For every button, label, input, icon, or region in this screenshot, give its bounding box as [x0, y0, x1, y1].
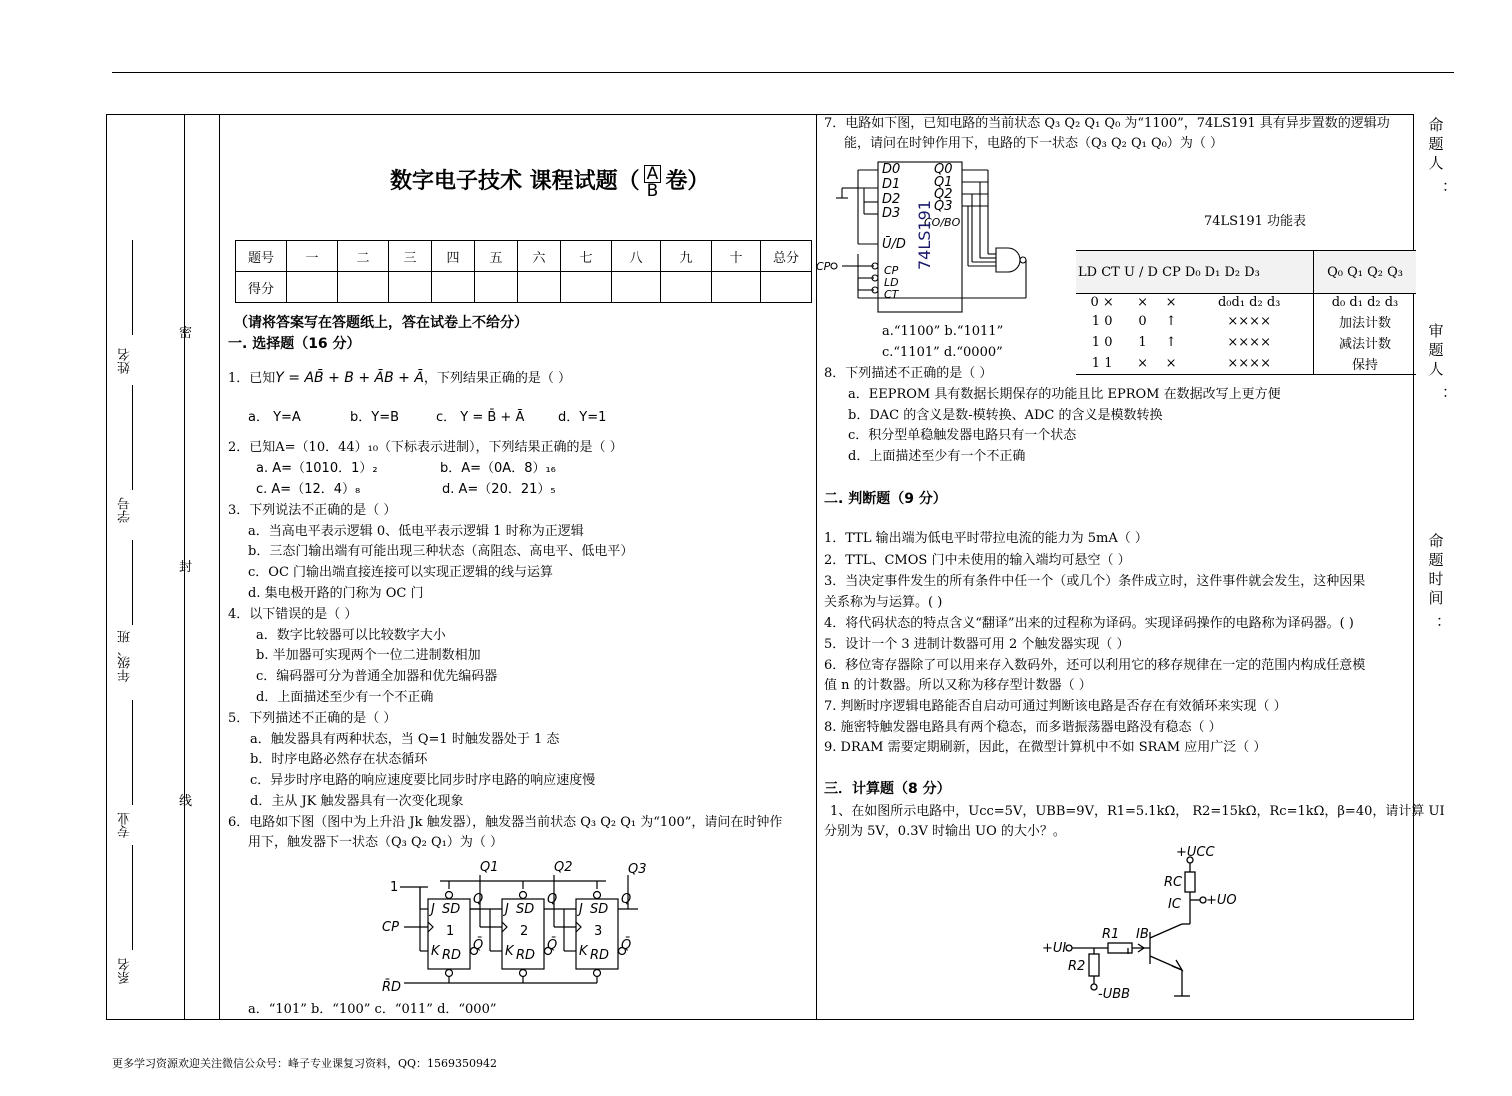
- judge-2: 2．TTL、CMOS 门中未使用的输入端均可悬空（ ）: [824, 553, 1131, 568]
- ff1-j: J: [431, 902, 435, 917]
- field-class: 年级、班: [118, 630, 133, 682]
- q5-option-a[interactable]: a．触发器具有两种状态，当 Q=1 时触发器处于 1 态: [250, 732, 560, 747]
- circuit-uo: +UO: [1206, 893, 1237, 908]
- chip-cp-input: CP: [816, 260, 831, 273]
- q8-option-b[interactable]: b．DAC 的含义是数-模转换、ADC 的含义是模数转换: [848, 408, 1163, 423]
- ff2-k: K: [505, 944, 514, 959]
- xian-char: 线: [179, 794, 193, 809]
- field-line: [132, 700, 133, 805]
- q8-option-d[interactable]: d．上面描述至少有一个不正确: [848, 449, 1026, 464]
- chip-ud: Ū/D: [882, 237, 906, 252]
- judge-9: 9. DRAM 需要定期刷新，因此，在微型计算机中不如 SRAM 应用广泛（ ）: [824, 740, 1267, 755]
- exam-title: 数字电子技术 课程试题（ $\frac{A}{B}$ 卷）: [390, 164, 710, 201]
- q1: 1．已知Y = AB̄ + B + ĀB + Ā，下列结果正确的是（ ）: [228, 370, 572, 386]
- ff1-k: K: [431, 944, 440, 959]
- q7-line-2: 能，请问在时钟作用下，电路的下一状态（Q₃ Q₂ Q₁ Q₀）为（ ）: [844, 136, 1224, 151]
- circuit-ic: IC: [1168, 897, 1181, 912]
- chip-q0: Q0: [934, 162, 953, 177]
- score-cell[interactable]: [338, 272, 389, 303]
- judge-3: 3．当决定事件发生的所有条件中任一个（或几个）条件成立时，这件事件就会发生，这种因果: [824, 574, 1366, 589]
- ff3-number: 3: [594, 924, 603, 939]
- chip-cp: CP: [884, 264, 899, 277]
- q8-option-a[interactable]: a．EEPROM 具有数据长期保存的功能且比 EPROM 在数据改写上更方便: [848, 387, 1281, 402]
- q2-option-c[interactable]: c. A=（12．4）₈: [256, 482, 361, 497]
- ff1-q: Q: [473, 892, 484, 907]
- section-3-heading: 三．计算题（8 分）: [824, 781, 951, 797]
- circuit-r1: R1: [1102, 927, 1120, 942]
- ff2-rd: RD: [516, 948, 536, 963]
- q8: 8．下列描述不正确的是（ ）: [824, 366, 993, 381]
- score-cell[interactable]: [612, 272, 661, 303]
- score-cell[interactable]: [389, 272, 432, 303]
- function-table-title: 74LS191 功能表: [1204, 214, 1307, 229]
- chip-ld: LD: [884, 276, 899, 289]
- q8-option-c[interactable]: c．积分型单稳触发器电路只有一个状态: [848, 428, 1077, 443]
- function-table-row: 1 0 0 ↑ ×××× 加法计数: [1076, 311, 1416, 332]
- function-table-row: 1 0 1 ↑ ×××× 减法计数: [1076, 332, 1416, 353]
- ff2-j: J: [505, 902, 509, 917]
- judge-6-cont: 值 n 的计数器。所以又称为移存型计数器（ ）: [824, 678, 1092, 693]
- ff1-rd: RD: [442, 948, 462, 963]
- circuit-ib: IB: [1136, 927, 1149, 942]
- judge-6: 6．移位寄存器除了可以用来存入数码外，还可以利用它的移存规律在一定的范围内构成任意模: [824, 658, 1366, 673]
- q3: 3．下列说法不正确的是（ ）: [228, 503, 397, 518]
- chip-q2: Q2: [934, 187, 953, 202]
- ff3-j: J: [579, 902, 583, 917]
- ff1-number: 1: [446, 924, 455, 939]
- q5: 5．下列描述不正确的是（ ）: [228, 711, 397, 726]
- seal-char: 密: [179, 326, 193, 341]
- score-cell[interactable]: [475, 272, 518, 303]
- score-table: [235, 240, 812, 303]
- left-column: [220, 114, 816, 1020]
- field-line: [132, 240, 133, 335]
- right-side-reviewer: 审 题 人 ：: [1428, 322, 1458, 401]
- q2-option-a[interactable]: a. A=（1010．1）₂: [256, 461, 378, 476]
- q5-option-c[interactable]: c．异步时序电路的响应速度要比同步时序电路的响应速度慢: [250, 773, 596, 788]
- ff2-number: 2: [520, 924, 529, 939]
- ff1-sd: SD: [442, 902, 461, 917]
- ff2-q: Q: [547, 892, 558, 907]
- ff3-q: Q: [621, 892, 632, 907]
- chip-d0: D0: [882, 162, 901, 177]
- judge-8: 8. 施密特触发器电路具有两个稳态，而多谐振荡器电路没有稳态（ ）: [824, 720, 1222, 735]
- field-line: [132, 385, 133, 490]
- circuit-ui: +UI: [1042, 941, 1067, 956]
- ff1-qbar: Q̄: [473, 938, 484, 953]
- q4-option-c[interactable]: c．编码器可分为普通全加器和优先编码器: [256, 669, 498, 684]
- score-cell[interactable]: [661, 272, 712, 303]
- q4-option-d[interactable]: d．上面描述至少有一个不正确: [256, 690, 434, 705]
- judge-3-cont: 关系称为与运算。( ): [824, 595, 943, 610]
- score-cell[interactable]: [287, 272, 338, 303]
- score-table-header-row: 题号 一 二 三 四 五 六 七 八 九 十 总分: [236, 241, 812, 272]
- q1-option-c[interactable]: c． Y = B̄ + Ā: [436, 410, 525, 425]
- q7-line-1: 7．电路如下图，已知电路的当前状态 Q₃ Q₂ Q₁ Q₀ 为“1100”，74LS191 具有异步置数的逻辑功: [824, 116, 1390, 131]
- score-cell[interactable]: [712, 272, 761, 303]
- ff-rd-label: R̄D: [382, 980, 402, 995]
- chip-d3: D3: [882, 206, 901, 221]
- feng-char: 封: [179, 560, 193, 575]
- score-cell[interactable]: [761, 272, 812, 303]
- chip-name: 74LS191: [915, 200, 934, 270]
- section-2-heading: 二. 判断题（9 分）: [824, 491, 947, 507]
- chip-ct: CT: [884, 288, 899, 301]
- function-table-row: 1 1 × × ×××× 保持: [1076, 353, 1416, 375]
- chip-q1: Q1: [934, 175, 953, 190]
- transistor-circuit: [1042, 845, 1237, 1006]
- ff3-k: K: [579, 944, 588, 959]
- q2-option-b[interactable]: b．A=（0A．8）₁₆: [440, 461, 556, 476]
- ff3-qbar: Q̄: [621, 938, 632, 953]
- function-table-row: 0 × × × d₀d₁ d₂ d₃ d₀ d₁ d₂ d₃: [1076, 294, 1416, 312]
- q2: 2．已知A=（10．44）₁₀（下标表示进制），下列结果正确的是（ ）: [228, 440, 623, 455]
- ff2-qbar: Q̄: [547, 938, 558, 953]
- circuit-r2: R2: [1068, 959, 1086, 974]
- right-side-proposer: 命 题 人 ：: [1428, 116, 1458, 195]
- q4-option-b[interactable]: b. 半加器可实现两个一位二进制数相加: [256, 648, 481, 663]
- q7-options-cd[interactable]: c.“1101” d.“0000”: [882, 345, 1003, 360]
- circuit-ubb: -UBB: [1098, 987, 1131, 1002]
- q3-option-c[interactable]: c．OC 门输出端直接连接可以实现正逻辑的线与运算: [248, 565, 554, 580]
- q3-option-a[interactable]: a．当高电平表示逻辑 0、低电平表示逻辑 1 时称为正逻辑: [248, 524, 584, 539]
- chip-d2: D2: [882, 192, 901, 207]
- ff-cp-label: CP: [382, 920, 399, 935]
- ff-input-one: 1: [390, 880, 399, 895]
- score-cell[interactable]: [561, 272, 612, 303]
- q5-option-d[interactable]: d．主从 JK 触发器具有一次变化现象: [250, 794, 464, 809]
- q4: 4．以下错误的是（ ）: [228, 607, 358, 622]
- ff2-sd: SD: [516, 902, 535, 917]
- q2-option-d[interactable]: d. A=（20．21）₅: [442, 482, 556, 497]
- circuit-rc: RC: [1164, 875, 1183, 890]
- footer-note: 更多学习资源欢迎关注微信公众号：峰子专业课复习资料，QQ：1569350942: [112, 1057, 498, 1070]
- calc-1-line-1: 1、在如图所示电路中，Ucc=5V，UBB=9V，R1=5.1kΩ， R2=15kΩ，Rc=1kΩ，β=40，请计算 UI: [830, 804, 1445, 819]
- counter-74ls191-circuit: [816, 158, 1032, 318]
- chip-d1: D1: [882, 177, 901, 192]
- score-cell[interactable]: [518, 272, 561, 303]
- judge-5: 5．设计一个 3 进制计数器可用 2 个触发器实现（ ）: [824, 637, 1130, 652]
- q5-option-b[interactable]: b．时序电路必然存在状态循环: [250, 752, 428, 767]
- section-1-heading: 一. 选择题（16 分）: [228, 336, 361, 352]
- q1-option-a[interactable]: a． Y=A: [248, 410, 301, 425]
- function-table-header-right: Q₀ Q₁ Q₂ Q₃: [1314, 251, 1416, 294]
- q7-options-ab[interactable]: a.“1100” b.“1011”: [882, 324, 1004, 339]
- function-table: [1076, 250, 1416, 375]
- field-dept: 系名: [118, 958, 133, 984]
- field-id: 学号: [118, 497, 133, 523]
- ff-q2-label: Q2: [554, 860, 573, 875]
- score-cell[interactable]: [432, 272, 475, 303]
- ff3-rd: RD: [590, 948, 610, 963]
- field-line: [132, 845, 133, 950]
- score-table-score-row: 得分: [236, 272, 812, 303]
- judge-7: 7. 判断时序逻辑电路能否自启动可通过判断该电路是否存在有效循环来实现（ ）: [824, 699, 1287, 714]
- q6-line-1: 6．电路如下图（图中为上升沿 Jk 触发器），触发器当前状态 Q₃ Q₂ Q₁ 为“100”，请问在时钟作: [228, 815, 783, 830]
- field-name: 姓名: [118, 348, 133, 374]
- function-table-header-left: LD CT U / D CP D₀ D₁ D₂ D₃: [1078, 264, 1260, 280]
- judge-4: 4．将代码状态的特点含义“翻译”出来的过程称为译码。实现译码操作的电路称为译码器。( ): [824, 616, 1354, 631]
- notice: （请将答案写在答题纸上，答在试卷上不给分）: [234, 315, 528, 331]
- q6-line-2: 用下，触发器下一状态（Q₃ Q₂ Q₁）为（ ）: [248, 835, 504, 850]
- column-divider: [816, 114, 817, 1020]
- circuit-ucc: +UCC: [1176, 845, 1215, 860]
- ff-q3-label: Q3: [628, 862, 647, 877]
- calc-1-line-2: 分别为 5V，0.3V 时输出 UO 的大小？。: [824, 824, 1066, 839]
- q3-option-b[interactable]: b．三态门输出端有可能出现三种状态（高阻态、高电平、低电平）: [248, 544, 634, 559]
- right-side-date: 命 题 时 间 ：: [1428, 532, 1452, 630]
- judge-1: 1．TTL 输出端为低电平时带拉电流的能力为 5mA（ ）: [824, 531, 1148, 546]
- field-line: [132, 540, 133, 625]
- jk-flipflop-circuit: [380, 859, 680, 999]
- chip-co-bo: CO/BO: [924, 216, 961, 229]
- chip-q3: Q3: [934, 199, 953, 214]
- top-rule: [112, 72, 1454, 73]
- q4-option-a[interactable]: a．数字比较器可以比较数字大小: [256, 628, 446, 643]
- field-major: 专业: [118, 812, 133, 838]
- q1-option-b[interactable]: b．Y=B: [350, 410, 400, 425]
- q3-option-d[interactable]: d. 集电极开路的门称为 OC 门: [248, 586, 424, 601]
- q1-option-d[interactable]: d．Y=1: [558, 410, 607, 425]
- ff-q1-label: Q1: [480, 860, 499, 875]
- paper-ab-marker: $\frac{A}{B}$: [644, 165, 662, 199]
- ff3-sd: SD: [590, 902, 609, 917]
- q6-options[interactable]: a．“101” b．“100” c．“011” d．“000”: [248, 1002, 497, 1017]
